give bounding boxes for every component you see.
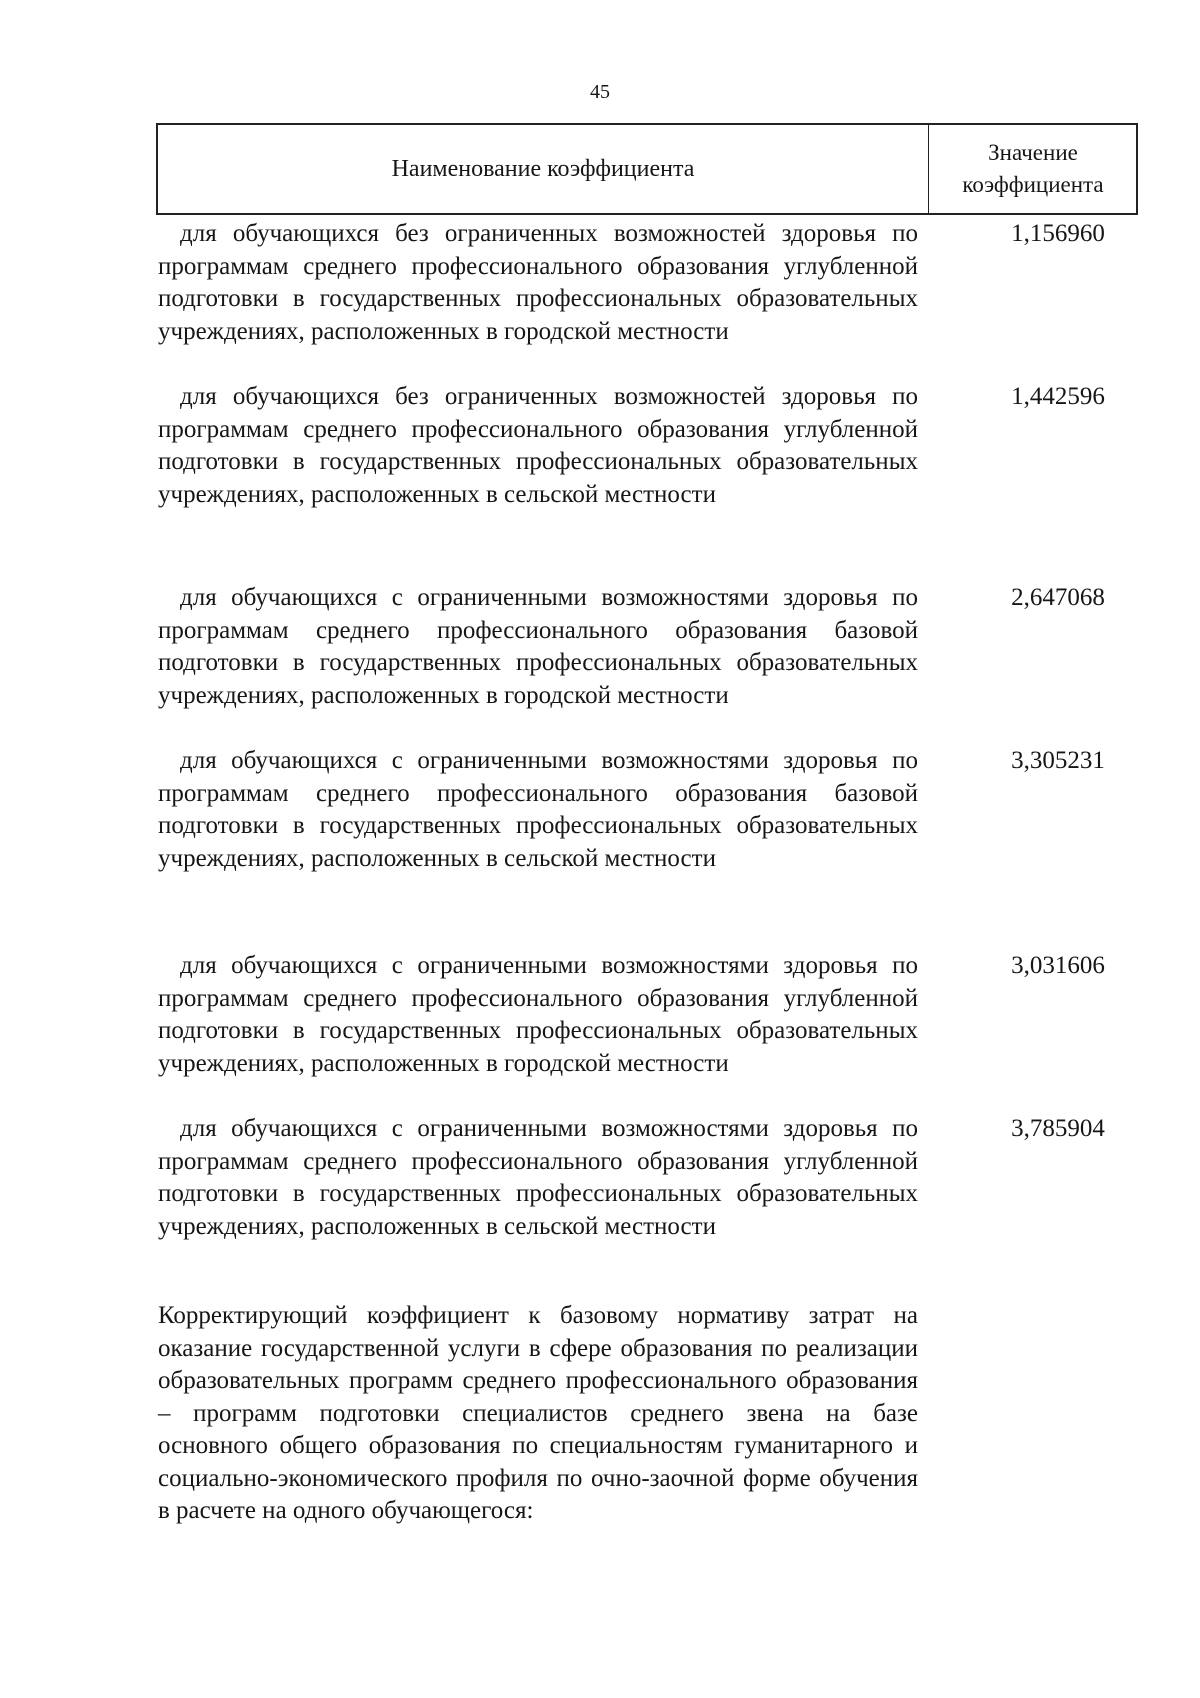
row-value: 3,305231 [1011, 747, 1105, 774]
table-row [158, 950, 1105, 1080]
correction-coefficient-note: Корректирующий коэффициент к базовому нормативу затрат на оказание государственной услуги в сфере образования по реализации образовательных программ среднего профессионального образования – программ подготовки специалистов среднего звена на базе основного общего образования по специальностям гуманитарного и социально-экономического профиля по очно-заочной форме обучения в расчете на одного обучающегося: [158, 1302, 918, 1524]
row-value: 2,647068 [1011, 584, 1105, 611]
row-value: 3,785904 [1011, 1115, 1105, 1142]
table-row [158, 218, 1105, 348]
table-row [158, 745, 1105, 875]
row-value: 1,442596 [1011, 383, 1105, 410]
row-description: для обучающихся с ограниченными возможностями здоровья по программам среднего профессионального образования базовой подготовки в государственных профессиональных образовательных учреждениях, расположенных в сельской местности [158, 747, 918, 872]
header-coefficient-name: Наименование коэффициента [391, 156, 695, 182]
table-row [158, 1113, 1105, 1243]
row-description: для обучающихся с ограниченными возможностями здоровья по программам среднего профессионального образования базовой подготовки в государственных профессиональных образовательных учреждениях, расположенных в городской местности [158, 584, 918, 709]
header-coefficient-value [930, 125, 1136, 213]
table-row [158, 582, 1105, 712]
row-value: 3,031606 [1011, 952, 1105, 979]
row-value: 1,156960 [1011, 220, 1105, 247]
row-description: для обучающихся без ограниченных возможностей здоровья по программам среднего профессионального образования углубленной подготовки в государственных профессиональных образовательных учреждениях, расположенных в сельской местности [158, 383, 918, 508]
page-number: 45 [590, 81, 610, 103]
table-header [156, 123, 1138, 215]
header-value-line1: Значение [988, 140, 1078, 165]
row-description: для обучающихся с ограниченными возможностями здоровья по программам среднего профессионального образования углубленной подготовки в государственных профессиональных образовательных учреждениях, расположенных в сельской местности [158, 1115, 918, 1240]
header-divider [928, 125, 929, 213]
header-value-line2: коэффициента [962, 172, 1104, 197]
row-description: для обучающихся с ограниченными возможностями здоровья по программам среднего профессионального образования углубленной подготовки в государственных профессиональных образовательных учреждениях, расположенных в городской местности [158, 952, 918, 1077]
row-description: для обучающихся без ограниченных возможностей здоровья по программам среднего профессионального образования углубленной подготовки в государственных профессиональных образовательных учреждениях, расположенных в городской местности [158, 220, 918, 345]
table-row [158, 381, 1105, 511]
